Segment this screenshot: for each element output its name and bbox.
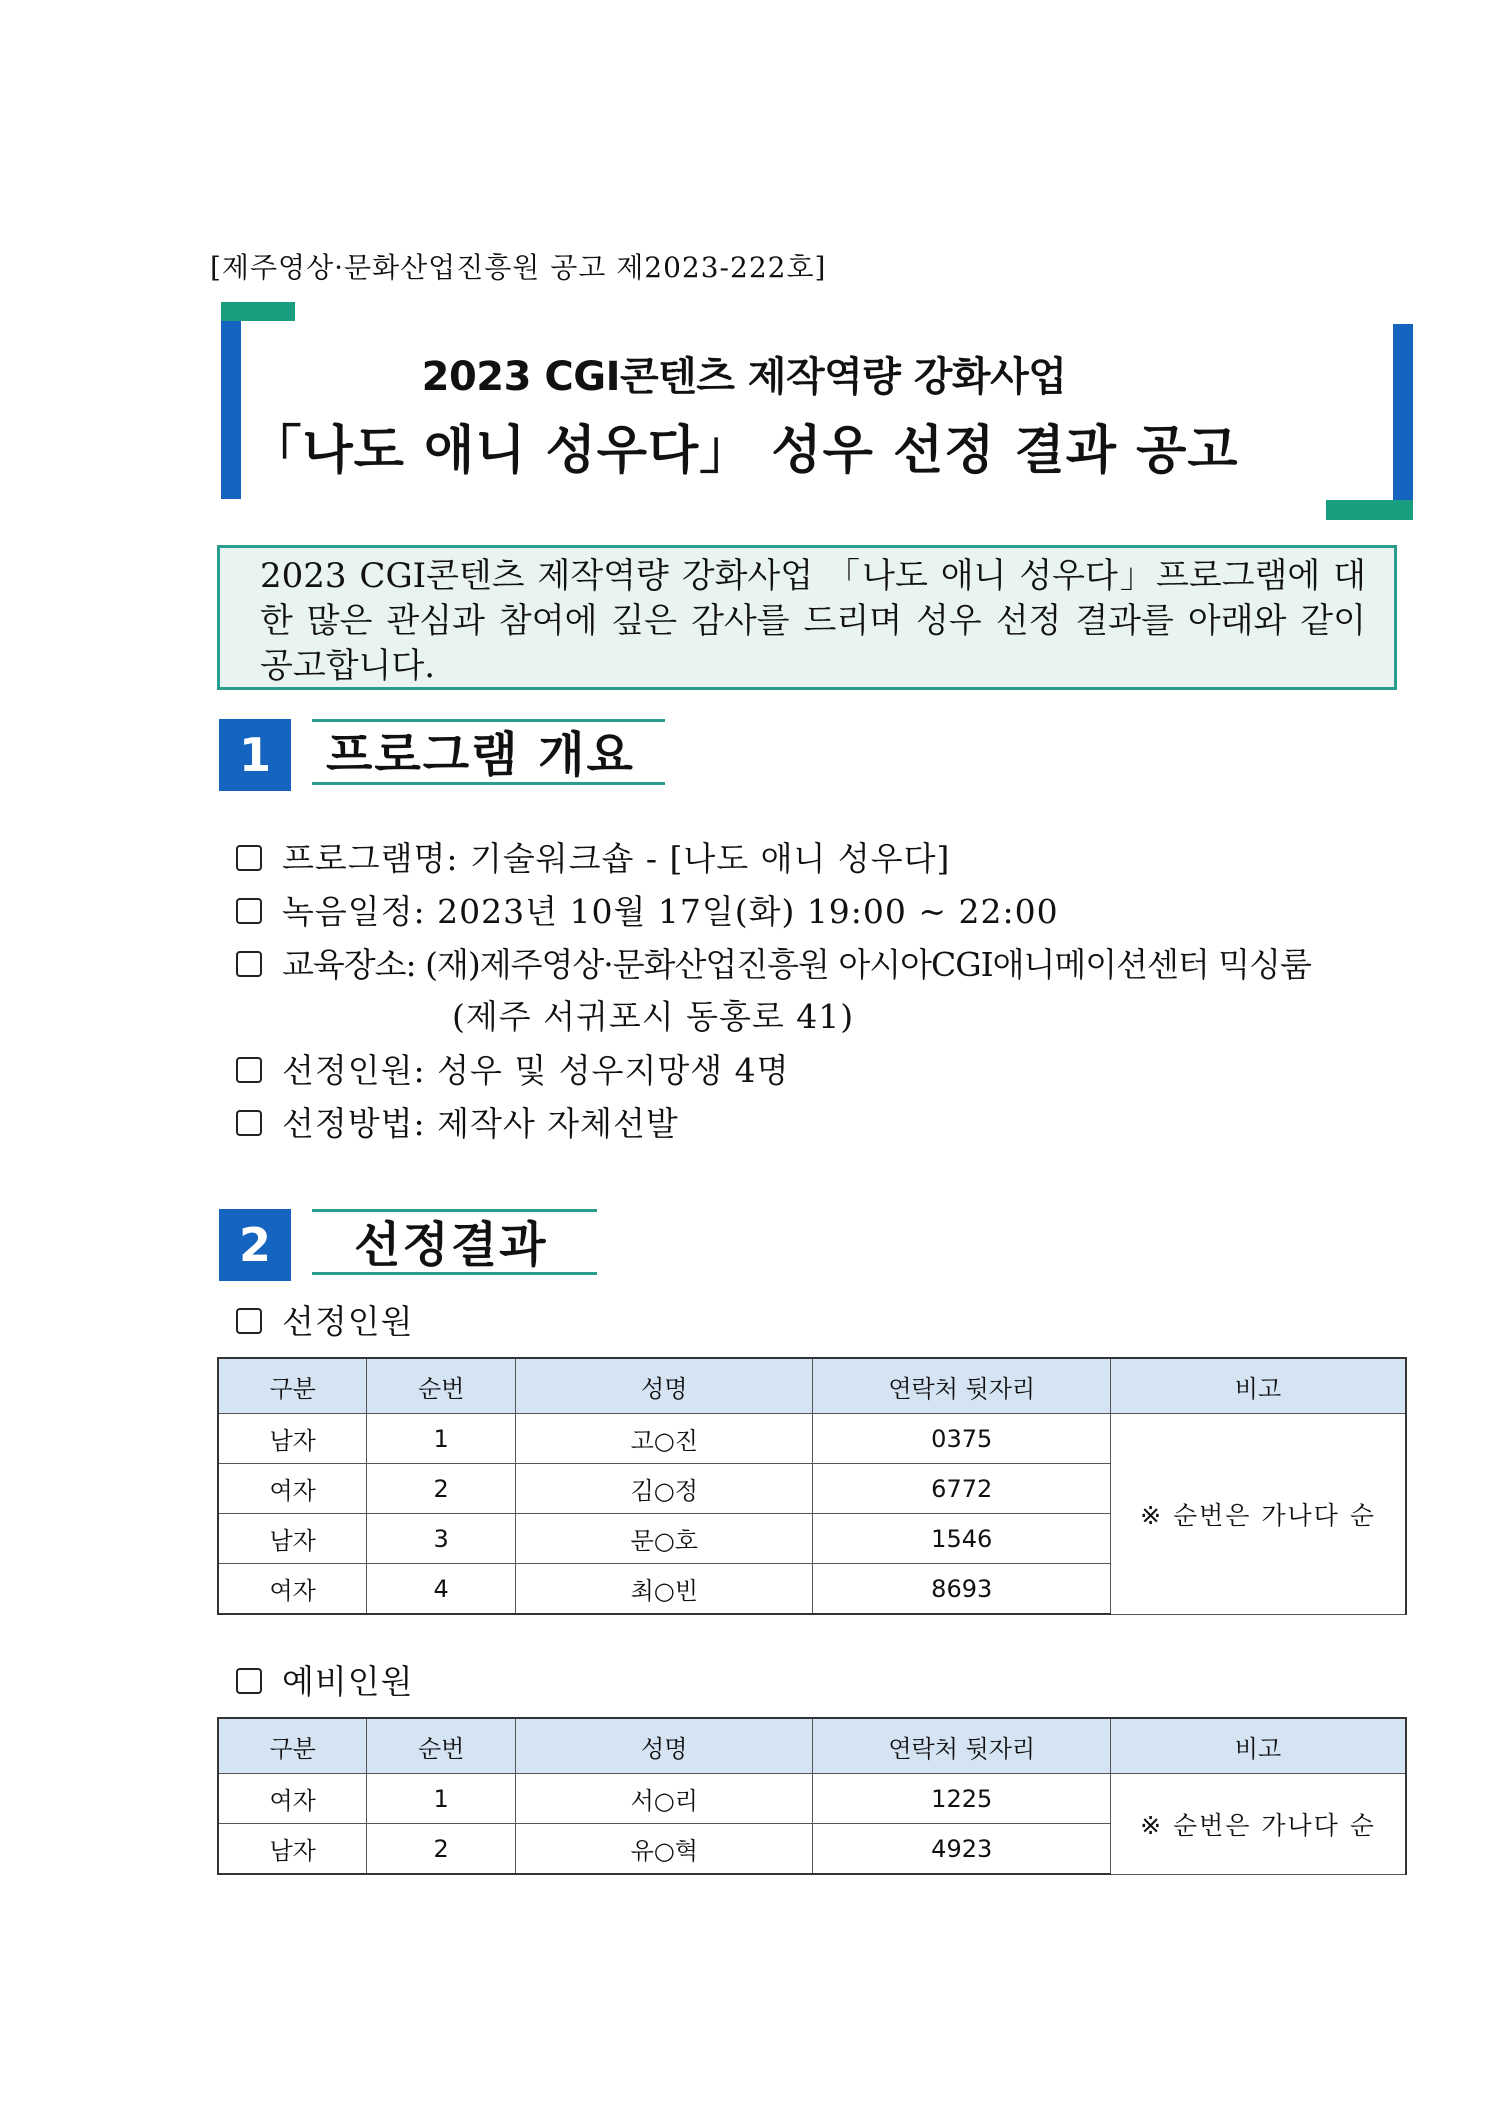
header-name: 성명 — [516, 1358, 813, 1414]
cell-gender: 남자 — [218, 1514, 367, 1564]
frame-top-left-teal — [221, 302, 295, 321]
cell-contact: 1546 — [813, 1514, 1111, 1564]
title-line-2: 「나도 애니 성우다」 성우 선정 결과 공고 — [249, 421, 1239, 481]
recording-schedule-item — [236, 886, 1059, 933]
cell-name: 유○혁 — [516, 1824, 813, 1875]
intro-box — [217, 545, 1397, 690]
location-item — [236, 939, 1311, 986]
cell-contact: 0375 — [813, 1414, 1111, 1464]
selected-label-text: 선정인원 — [282, 1302, 414, 1341]
cell-order: 2 — [367, 1824, 516, 1875]
table-header-row — [218, 1718, 1406, 1774]
header-gender: 구분 — [218, 1358, 367, 1414]
section1-number: 1 — [219, 719, 291, 791]
cell-contact: 1225 — [813, 1774, 1111, 1824]
selected-table — [217, 1357, 1407, 1615]
cell-order: 2 — [367, 1464, 516, 1514]
location-text: 교육장소: (재)제주영상·문화산업진흥원 아시아CGI애니메이션센터 믹싱룸 — [282, 945, 1311, 984]
cell-name: 고○진 — [516, 1414, 813, 1464]
title-line-1: 2023 CGI콘텐츠 제작역량 강화사업 — [421, 354, 1067, 400]
header-gender: 구분 — [218, 1718, 367, 1774]
cell-order: 1 — [367, 1774, 516, 1824]
cell-name: 문○호 — [516, 1514, 813, 1564]
frame-bottom-right-teal — [1326, 500, 1413, 520]
reserve-label-text: 예비인원 — [282, 1662, 414, 1701]
header-contact: 연락처 뒷자리 — [813, 1718, 1111, 1774]
checkbox-icon — [236, 1308, 262, 1334]
program-name-item — [236, 833, 950, 880]
cell-gender: 남자 — [218, 1414, 367, 1464]
selection-method-text: 선정방법: 제작사 자체선발 — [282, 1104, 679, 1143]
cell-contact: 4923 — [813, 1824, 1111, 1875]
header-contact: 연락처 뒷자리 — [813, 1358, 1111, 1414]
checkbox-icon — [236, 1110, 262, 1136]
cell-contact: 6772 — [813, 1464, 1111, 1514]
checkbox-icon — [236, 951, 262, 977]
checkbox-icon — [236, 1057, 262, 1083]
intro-text: 2023 CGI콘텐츠 제작역량 강화사업 「나도 애니 성우다」프로그램에 대한 많은 관심과 참여에 깊은 감사를 드리며 성우 선정 결과를 아래와 같이 공고합니다. — [260, 556, 1366, 686]
cell-name: 서○리 — [516, 1774, 813, 1824]
cell-note: ※ 순번은 가나다 순 — [1110, 1414, 1406, 1615]
section2-number: 2 — [219, 1209, 291, 1281]
header-note: 비고 — [1110, 1718, 1406, 1774]
cell-contact: 8693 — [813, 1564, 1111, 1615]
cell-gender: 여자 — [218, 1774, 367, 1824]
cell-gender: 남자 — [218, 1824, 367, 1875]
selection-count-item — [236, 1045, 790, 1092]
section2-title: 선정결과 — [312, 1209, 597, 1275]
reserve-label — [236, 1656, 414, 1703]
checkbox-icon — [236, 1668, 262, 1694]
cell-name: 김○정 — [516, 1464, 813, 1514]
header-name: 성명 — [516, 1718, 813, 1774]
notice-number: [제주영상·문화산업진흥원 공고 제2023-222호] — [210, 251, 827, 284]
location-address: (제주 서귀포시 동홍로 41) — [452, 997, 855, 1036]
table-header-row — [218, 1358, 1406, 1414]
cell-gender: 여자 — [218, 1564, 367, 1615]
cell-name: 최○빈 — [516, 1564, 813, 1615]
program-name-text: 프로그램명: 기술워크숍 - [나도 애니 성우다] — [282, 839, 951, 878]
header-order: 순번 — [367, 1718, 516, 1774]
checkbox-icon — [236, 845, 262, 871]
checkbox-icon — [236, 898, 262, 924]
reserve-table — [217, 1717, 1407, 1875]
header-note: 비고 — [1110, 1358, 1406, 1414]
selected-label — [236, 1296, 414, 1343]
selection-method-item — [236, 1098, 679, 1145]
table-row — [218, 1414, 1406, 1464]
selection-count-text: 선정인원: 성우 및 성우지망생 4명 — [282, 1051, 790, 1090]
section1-title: 프로그램 개요 — [312, 719, 665, 785]
header-order: 순번 — [367, 1358, 516, 1414]
cell-note: ※ 순번은 가나다 순 — [1110, 1774, 1406, 1875]
recording-schedule-text: 녹음일정: 2023년 10월 17일(화) 19:00 ~ 22:00 — [282, 892, 1059, 931]
cell-order: 3 — [367, 1514, 516, 1564]
cell-order: 1 — [367, 1414, 516, 1464]
cell-gender: 여자 — [218, 1464, 367, 1514]
table-row — [218, 1774, 1406, 1824]
cell-order: 4 — [367, 1564, 516, 1615]
